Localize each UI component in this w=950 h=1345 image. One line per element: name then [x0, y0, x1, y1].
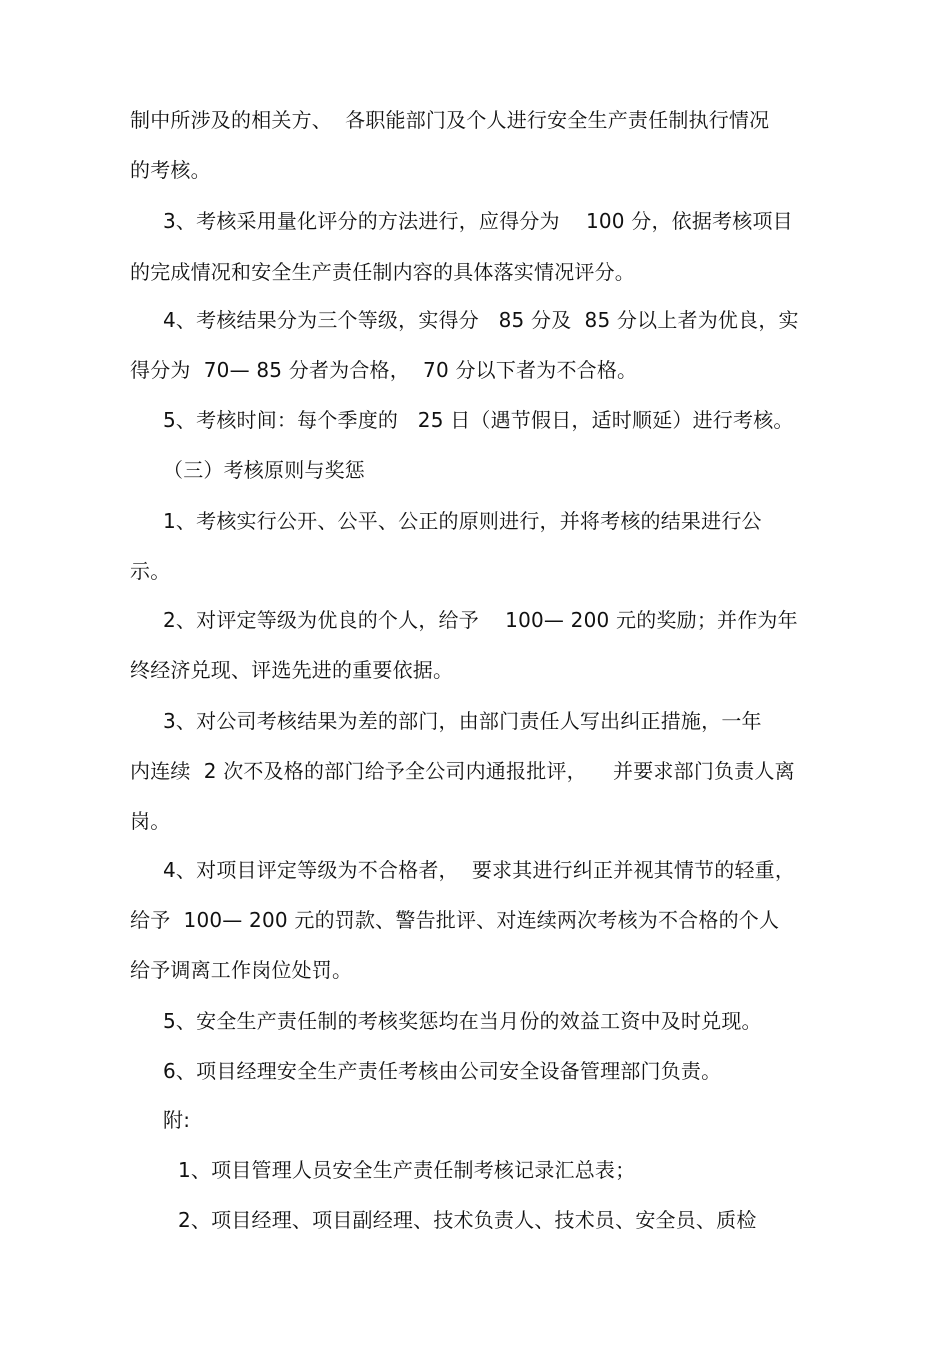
text-line-9: 1、考核实行公开、公平、公正的原则进行，并将考核的结果进行公 — [163, 509, 762, 533]
text-line-2: 的考核。 — [130, 158, 211, 182]
text-line-13: 3、对公司考核结果为差的部门，由部门责任人写出纠正措施，一年 — [163, 709, 762, 733]
text-line-4: 的完成情况和安全生产责任制内容的具体落实情况评分。 — [130, 260, 635, 284]
text-line-1: 制中所涉及的相关方、 各职能部门及个人进行安全生产责任制执行情况 — [130, 108, 770, 132]
text-line-3: 3、考核采用量化评分的方法进行，应得分为 100 分，依据考核项目 — [163, 209, 793, 233]
text-line-20: 6、项目经理安全生产责任考核由公司安全设备管理部门负责。 — [163, 1059, 722, 1083]
text-line-10: 示。 — [130, 559, 171, 583]
appendix-item-1: 1、项目管理人员安全生产责任制考核记录汇总表； — [178, 1158, 636, 1182]
appendix-item-2: 2、项目经理、项目副经理、技术负责人、技术员、安全员、质检 — [178, 1208, 757, 1232]
text-line-11: 2、对评定等级为优良的个人，给予 100— 200 元的奖励；并作为年 — [163, 608, 798, 632]
section-heading: （三）考核原则与奖惩 — [163, 458, 365, 482]
text-line-17: 给予 100— 200 元的罚款、警告批评、对连续两次考核为不合格的个人 — [130, 908, 780, 932]
text-line-7: 5、考核时间：每个季度的 25 日（遇节假日，适时顺延）进行考核。 — [163, 408, 794, 432]
text-line-5: 4、考核结果分为三个等级，实得分 85 分及 85 分以上者为优良，实 — [163, 308, 799, 332]
text-line-6: 得分为 70— 85 分者为合格， 70 分以下者为不合格。 — [130, 358, 638, 382]
text-line-14: 内连续 2 次不及格的部门给予全公司内通报批评， 并要求部门负责人离 — [130, 759, 795, 783]
text-line-18: 给予调离工作岗位处罚。 — [130, 958, 353, 982]
appendix-label: 附: — [163, 1108, 191, 1132]
text-line-12: 终经济兑现、评选先进的重要依据。 — [130, 658, 454, 682]
text-line-15: 岗。 — [130, 809, 171, 833]
text-line-16: 4、对项目评定等级为不合格者， 要求其进行纠正并视其情节的轻重， — [163, 858, 796, 882]
text-line-19: 5、安全生产责任制的考核奖惩均在当月份的效益工资中及时兑现。 — [163, 1009, 762, 1033]
